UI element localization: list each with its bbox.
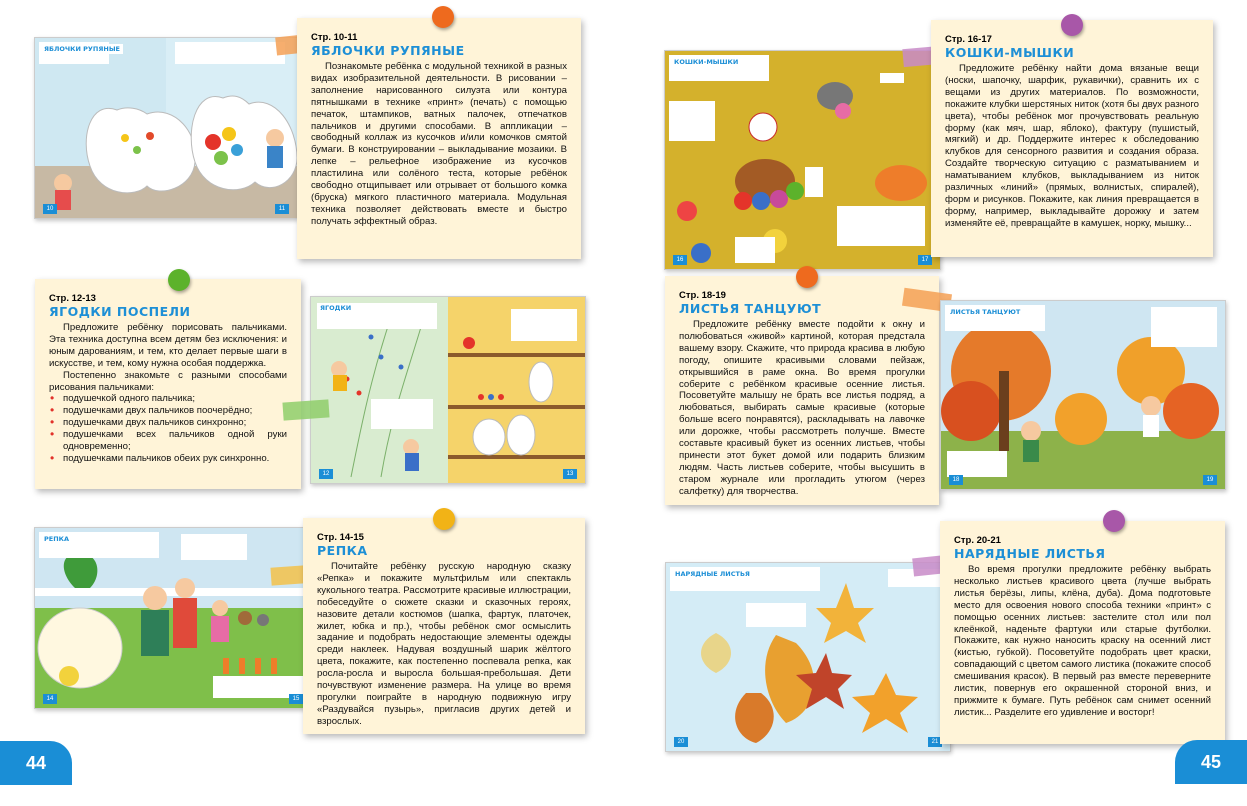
page-number-right: 45	[1175, 740, 1247, 784]
card-title: РЕПКА	[317, 543, 368, 558]
autumn-trees-illustration	[941, 301, 1225, 489]
card-title: НАРЯДНЫЕ ЛИСТЬЯ	[954, 546, 1106, 561]
card-pages: Стр. 10-11	[311, 32, 358, 43]
thumbnail-page-right: 15	[289, 694, 303, 704]
painted-leaves-illustration	[666, 563, 950, 751]
card-cats	[931, 20, 1213, 257]
thumbnail-page-right: 11	[275, 204, 289, 214]
thumbnail-berries	[310, 296, 586, 484]
list-item: • подушечками пальчиков обеих рук синхронно.	[59, 453, 287, 465]
thumbnail-apples	[34, 37, 298, 219]
list-item: • подушечками двух пальчиков синхронно;	[59, 417, 287, 429]
thumbnail-page-right: 17	[918, 255, 932, 265]
thumbnail-page-left: 10	[43, 204, 57, 214]
card-body: Почитайте ребёнку русскую народную сказку «Репка» и покажите мультфильм или спектакль кукольного театра. Рассмотрите красивые иллюстрации, побеседуйте о сюжете сказки и сказочных героях, назовите детали костюмов (шапка, фартук, платочек, жилет, юбка и пр.), чтобы ребёнок смог осмыслить задание и подобрать недостающие элементы одежды среди наклеек. Надувая воздушный шарик жёлтого цвета, покажите, как постепенно поспевала репка, как росла-росла и выросла большая-пребольшая. Дети почувствуют изменение размера. На улице во время прогулки поиграйте в народную подвижную игру «Раздувайся пузырь», пригласив других детей и взрослых.	[317, 561, 571, 727]
card-title: ЯГОДКИ ПОСПЕЛИ	[49, 304, 191, 319]
card-dancing-leaves	[665, 276, 939, 505]
page-number-left: 44	[0, 741, 72, 785]
thumbnail-cats	[664, 50, 941, 270]
card-apples	[297, 18, 581, 259]
list-item: • подушечками всех пальчиков одной руки одновременно;	[59, 429, 287, 453]
thumbnail-title: ЯБЛОЧКИ РУПЯНЫЕ	[41, 44, 123, 54]
card-berries	[35, 279, 301, 489]
methods-list	[49, 393, 287, 464]
card-body: Во время прогулки предложите ребёнку выбрать несколько листьев красивого цвета (лучше выбрать листья берёзы, липы, клёна, дуба). Дома подготовьте место для освоения нового способа техники «принт» с помощью осенних листьев: застелите стол или пол клеёнкой, наденьте фартуки или старые футболки. Покажите, как нужно наносить краску на осенний лист (кистью, губкой). Посоветуйте подобрать цвет краски, совпадающий с цветом самого листика (покажите способ смешивания красок). В первый раз вместе переверните листик, повернув его окрашенной стороной вниз, и прижмите к бумаге. Путь ребёнок сам снимет осенний листик... Разделите его удивление и восторг!	[954, 564, 1211, 718]
thumbnail-title: ЛИСТЬЯ ТАНЦУЮТ	[947, 307, 1023, 317]
card-decorated-leaves	[940, 521, 1225, 744]
thumbnail-title: ЯГОДКИ	[317, 303, 354, 313]
card-body: Предложите ребёнку вместе подойти к окну и полюбоваться «живой» картиной, которая предстала вашему взору. Скажите, что природа красива в любую погоду, опишите красивыми словами пейзаж, открывшийся в раме окна. Во время прогулки соберите с ребёнком красивые осенние листья. Посоветуйте малышу не брать все листья подряд, а любоваться, выбирать самые красивые (которые больше всего понравятся), раскладывать на лавочке или дорожке, чтобы рассмотреть получше. Вместе составьте красивый букет из осенних листьев, чтобы принести этот букет домой или подарить близким людям. Часть листьев соберите, чтобы высушить в старом журнале или прогладить утюгом (через салфетку) для творчества.	[679, 319, 925, 497]
repka-illustration	[35, 528, 311, 708]
card-pages: Стр. 14-15	[317, 532, 364, 543]
card-body: Предложите ребёнку найти дома вязаные вещи (носки, шапочку, шарфик, рукавички), сравнить их с вещами из других материалов. По возможности, покажите клубки шерстяных ниток (хотя бы двух разного цвета), чтобы ребёнок мог прочувствовать реальную форму (как мяч, шар, яблоко), фактуру (пушистый, мягкий) и др. Поддержите интерес к обследованию клубков для сенсорного развития и создания образа. Создайте творческую ситуацию с разматыванием и наматыванием клубков, выкладыванием из ниток различных «линий» (прямых, волнистых, спиралей), форм и рисунков. Покажите, как линия превращается в форму, например, выкладывайте дорожку и затем изменяйте её, превращайте в камушек, норку, мышку...	[945, 63, 1199, 229]
thumbnail-page-right: 13	[563, 469, 577, 479]
thumbnail-title: НАРЯДНЫЕ ЛИСТЬЯ	[672, 569, 753, 579]
thumbnail-repka	[34, 527, 312, 709]
thumbnail-page-right: 19	[1203, 475, 1217, 485]
thumbnail-dancing-leaves	[940, 300, 1226, 490]
thumbnail-page-left: 18	[949, 475, 963, 485]
card-pages: Стр. 18-19	[679, 290, 726, 301]
card-repka	[303, 518, 585, 734]
thumbnail-page-left: 14	[43, 694, 57, 704]
card-title: ЛИСТЬЯ ТАНЦУЮТ	[679, 301, 822, 316]
thumbnail-page-left: 20	[674, 737, 688, 747]
thumbnail-title: РЕПКА	[41, 534, 72, 544]
card-title: ЯБЛОЧКИ РУПЯНЫЕ	[311, 43, 465, 58]
apples-illustration	[35, 38, 297, 218]
card-title: КОШКИ-МЫШКИ	[945, 45, 1075, 60]
thumbnail-page-left: 12	[319, 469, 333, 479]
pin-icon	[1103, 510, 1125, 532]
tape-strip	[282, 399, 329, 420]
card-body: Познакомьте ребёнка с модульной техникой в разных видах изобразительной деятельности. В рисовании – заполнение нарисованного силуэта или контура пятнышками в технике «принт» (печать) с помощью печаток, штампиков, ватных палочек, отпечатков пальчиков и другими способами. В аппликации – свободный коллаж из кусочков и/или комочков смятой бумаги. В конструировании – выкладывание мозаики. В лепке – рельефное изображение из кусочков пластилина или солёного теста, которые ребёнок свободно отщипывает или отрывает от большого комка (бруска) мягкого пластичного материала. Модульная техника позволяет действовать вместе и быстро получать эффектный образ.	[311, 61, 567, 227]
thumbnail-decorated-leaves	[665, 562, 951, 752]
list-item: • подушечкой одного пальчика;	[59, 393, 287, 405]
card-pages: Стр. 12-13	[49, 293, 96, 304]
yarn-cats-illustration	[665, 51, 940, 269]
berries-illustration	[311, 297, 585, 483]
card-body-methods: Постепенно знакомьте с разными способами рисования пальчиками:	[49, 369, 287, 393]
card-body-intro: Предложите ребёнку порисовать пальчиками. Эта техника доступна всем детям без исключения: и юным дарованиям, и тем, кто делает первые шаги в искусстве, и тем, кому нужна особая поддержка.	[49, 322, 287, 369]
thumbnail-page-left: 16	[673, 255, 687, 265]
list-item: • подушечками двух пальчиков поочерёдно;	[59, 405, 287, 417]
card-pages: Стр. 16-17	[945, 34, 992, 45]
pin-icon	[796, 266, 818, 288]
pin-icon	[433, 508, 455, 530]
pin-icon	[168, 269, 190, 291]
thumbnail-page-right: 21	[928, 737, 942, 747]
thumbnail-title: КОШКИ-МЫШКИ	[671, 57, 741, 67]
pin-icon	[432, 6, 454, 28]
pin-icon	[1061, 14, 1083, 36]
card-pages: Стр. 20-21	[954, 535, 1001, 546]
